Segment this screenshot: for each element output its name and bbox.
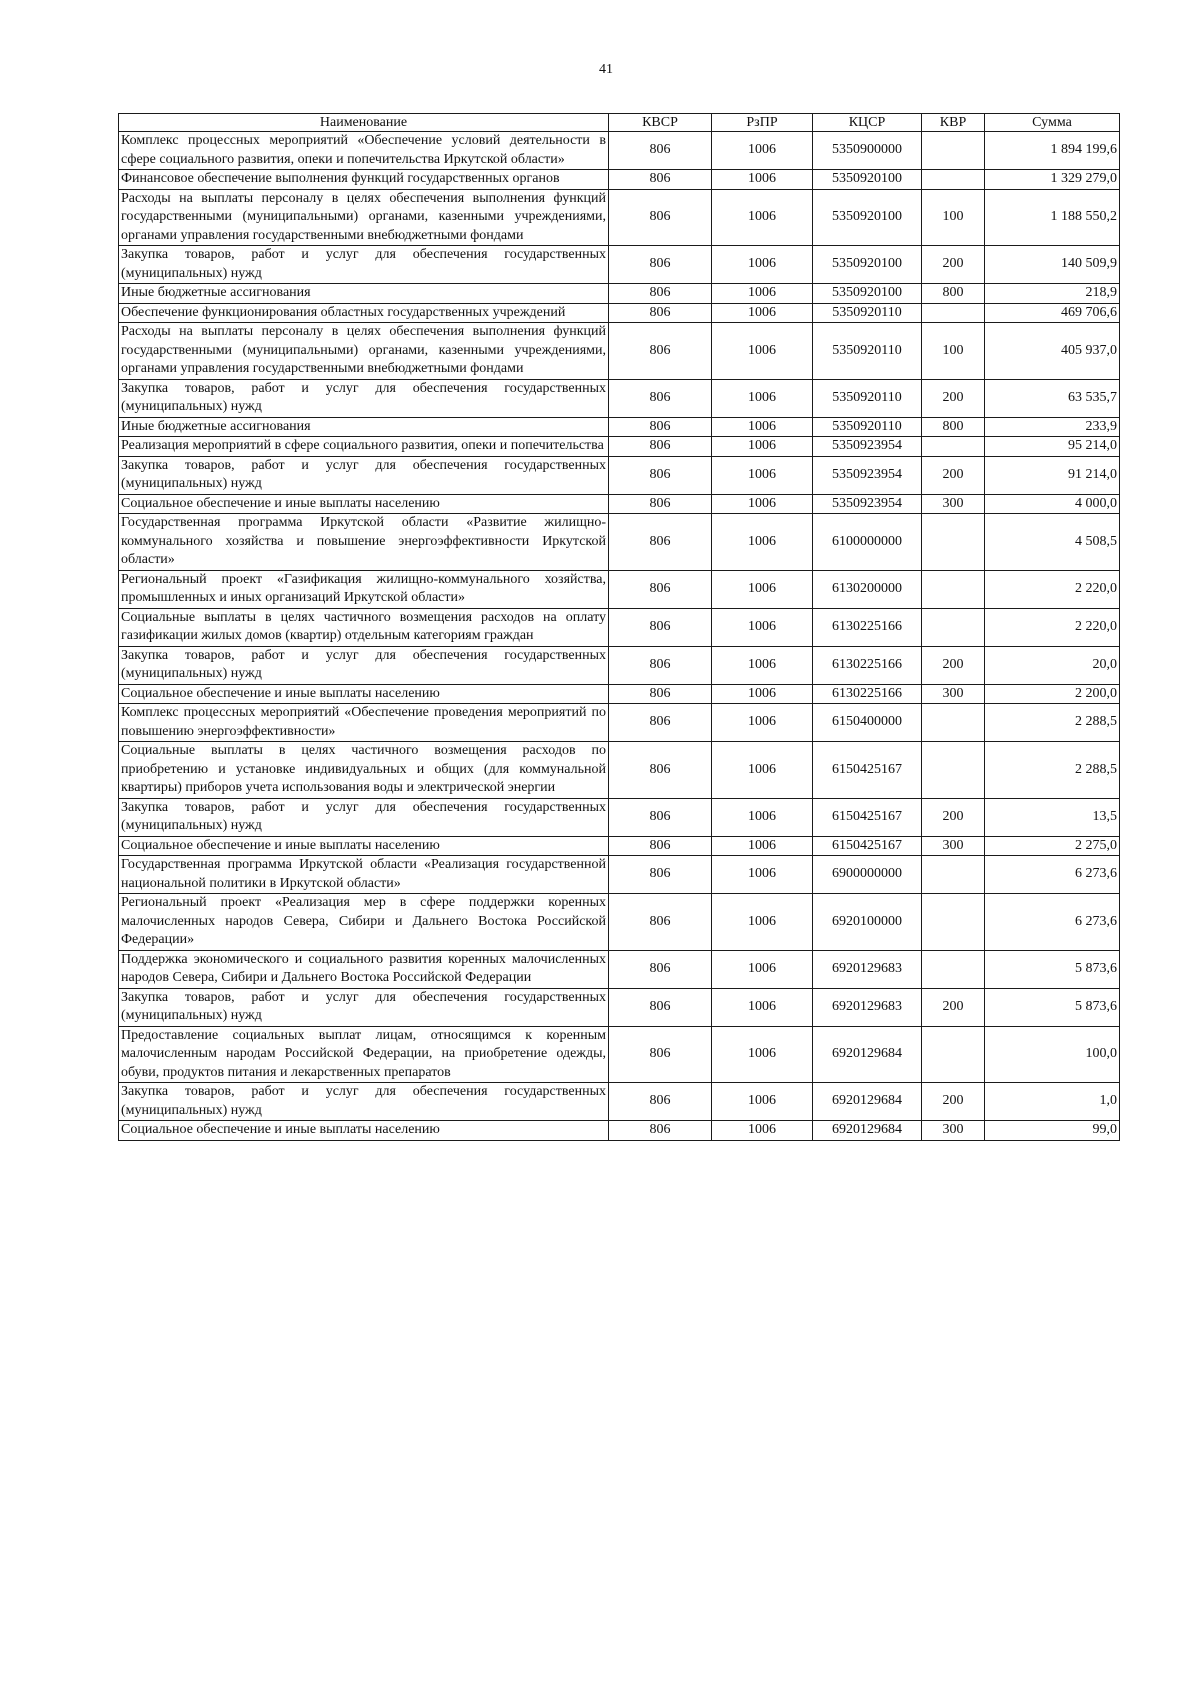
row-kvr [922,514,985,571]
table-header [119,114,1120,132]
row-name: Государственная программа Иркутской области «Развитие жилищно-коммунального хозяйства и повышение энергоэффективности Иркутской области» [119,514,609,571]
table-row [119,742,1120,799]
row-kvr [922,894,985,951]
row-kvr: 200 [922,246,985,284]
row-sum: 1 894 199,6 [985,132,1120,170]
row-kvr: 100 [922,323,985,380]
row-kvsr: 806 [609,646,712,684]
row-kvsr: 806 [609,950,712,988]
row-kvsr: 806 [609,456,712,494]
row-kvr [922,742,985,799]
row-kcsr: 5350920100 [813,189,922,246]
table-row [119,1121,1120,1141]
table-row [119,189,1120,246]
row-kvsr: 806 [609,379,712,417]
row-sum: 6 273,6 [985,894,1120,951]
row-rzpr: 1006 [712,704,813,742]
row-name: Обеспечение функционирования областных государственных учреждений [119,303,609,323]
row-kcsr: 6900000000 [813,856,922,894]
row-kvr [922,303,985,323]
row-name: Расходы на выплаты персоналу в целях обеспечения выполнения функций государственными (муниципальными) органами, казенными учреждениями, органами управления государственными внебюджетными фондами [119,323,609,380]
header-name: Наименование [119,114,609,132]
row-kvsr: 806 [609,570,712,608]
row-kvsr: 806 [609,437,712,457]
table-row [119,646,1120,684]
row-rzpr: 1006 [712,189,813,246]
row-rzpr: 1006 [712,1083,813,1121]
row-sum: 100,0 [985,1026,1120,1083]
row-name: Финансовое обеспечение выполнения функций государственных органов [119,170,609,190]
row-kcsr: 5350920100 [813,246,922,284]
row-rzpr: 1006 [712,323,813,380]
row-rzpr: 1006 [712,284,813,304]
row-kvr [922,570,985,608]
row-name: Закупка товаров, работ и услуг для обеспечения государственных (муниципальных) нужд [119,988,609,1026]
row-kvr [922,170,985,190]
row-kvr: 800 [922,417,985,437]
row-rzpr: 1006 [712,379,813,417]
row-kvsr: 806 [609,132,712,170]
row-kcsr: 5350923954 [813,494,922,514]
budget-table [118,113,1120,1141]
row-kcsr: 6150400000 [813,704,922,742]
row-kvsr: 806 [609,170,712,190]
row-kvsr: 806 [609,303,712,323]
row-kcsr: 5350920110 [813,417,922,437]
row-sum: 405 937,0 [985,323,1120,380]
row-rzpr: 1006 [712,132,813,170]
table-row [119,379,1120,417]
row-kcsr: 5350920110 [813,303,922,323]
row-kvsr: 806 [609,856,712,894]
row-sum: 13,5 [985,798,1120,836]
row-kvsr: 806 [609,988,712,1026]
row-kcsr: 6130200000 [813,570,922,608]
table-row [119,323,1120,380]
row-kvr [922,950,985,988]
row-rzpr: 1006 [712,494,813,514]
row-kvr [922,437,985,457]
row-kcsr: 6920129683 [813,988,922,1026]
table-row [119,608,1120,646]
row-kvr: 200 [922,379,985,417]
row-kcsr: 5350920100 [813,170,922,190]
table-row [119,684,1120,704]
row-sum: 1 188 550,2 [985,189,1120,246]
row-rzpr: 1006 [712,246,813,284]
header-kvsr: КВСР [609,114,712,132]
row-rzpr: 1006 [712,988,813,1026]
row-rzpr: 1006 [712,950,813,988]
row-kvsr: 806 [609,514,712,571]
row-kvsr: 806 [609,246,712,284]
row-name: Социальное обеспечение и иные выплаты населению [119,684,609,704]
row-kvr: 300 [922,836,985,856]
row-name: Социальное обеспечение и иные выплаты населению [119,494,609,514]
header-sum: Сумма [985,114,1120,132]
row-sum: 218,9 [985,284,1120,304]
row-kvr: 300 [922,684,985,704]
row-kvr: 300 [922,1121,985,1141]
row-name: Иные бюджетные ассигнования [119,417,609,437]
row-sum: 4 000,0 [985,494,1120,514]
row-rzpr: 1006 [712,514,813,571]
row-kvr: 200 [922,1083,985,1121]
row-kcsr: 6920100000 [813,894,922,951]
table-row [119,246,1120,284]
row-sum: 20,0 [985,646,1120,684]
header-rzpr: РзПР [712,114,813,132]
row-rzpr: 1006 [712,798,813,836]
row-rzpr: 1006 [712,856,813,894]
row-kcsr: 6920129683 [813,950,922,988]
row-kcsr: 6920129684 [813,1026,922,1083]
row-sum: 5 873,6 [985,988,1120,1026]
row-kvsr: 806 [609,704,712,742]
table-row [119,1083,1120,1121]
row-kvsr: 806 [609,1026,712,1083]
row-name: Комплекс процессных мероприятий «Обеспечение условий деятельности в сфере социального развития, опеки и попечительства Иркутской области» [119,132,609,170]
table-row [119,704,1120,742]
row-kvsr: 806 [609,417,712,437]
row-sum: 2 200,0 [985,684,1120,704]
row-rzpr: 1006 [712,417,813,437]
row-sum: 2 220,0 [985,570,1120,608]
row-rzpr: 1006 [712,170,813,190]
table-row [119,570,1120,608]
row-kcsr: 5350920110 [813,323,922,380]
row-sum: 2 220,0 [985,608,1120,646]
table-row [119,284,1120,304]
row-rzpr: 1006 [712,570,813,608]
table-row [119,798,1120,836]
row-name: Социальное обеспечение и иные выплаты населению [119,836,609,856]
row-kvr [922,1026,985,1083]
row-name: Закупка товаров, работ и услуг для обеспечения государственных (муниципальных) нужд [119,246,609,284]
table-row [119,170,1120,190]
row-kcsr: 6920129684 [813,1083,922,1121]
row-kvsr: 806 [609,1121,712,1141]
table-row [119,950,1120,988]
row-name: Закупка товаров, работ и услуг для обеспечения государственных (муниципальных) нужд [119,379,609,417]
row-name: Региональный проект «Газификация жилищно-коммунального хозяйства, промышленных и иных организаций Иркутской области» [119,570,609,608]
header-row [119,114,1120,132]
row-name: Социальные выплаты в целях частичного возмещения расходов на оплату газификации жилых домов (квартир) отдельным категориям граждан [119,608,609,646]
row-sum: 469 706,6 [985,303,1120,323]
row-name: Закупка товаров, работ и услуг для обеспечения государственных (муниципальных) нужд [119,646,609,684]
row-sum: 1 329 279,0 [985,170,1120,190]
row-name: Закупка товаров, работ и услуг для обеспечения государственных (муниципальных) нужд [119,1083,609,1121]
row-kvsr: 806 [609,798,712,836]
table-row [119,417,1120,437]
row-rzpr: 1006 [712,1026,813,1083]
row-rzpr: 1006 [712,608,813,646]
row-kvsr: 806 [609,323,712,380]
row-sum: 140 509,9 [985,246,1120,284]
row-name: Комплекс процессных мероприятий «Обеспечение проведения мероприятий по повышению энергоэффективности» [119,704,609,742]
row-kvsr: 806 [609,836,712,856]
row-rzpr: 1006 [712,684,813,704]
table-row [119,988,1120,1026]
row-kcsr: 6920129684 [813,1121,922,1141]
row-rzpr: 1006 [712,437,813,457]
row-kcsr: 6130225166 [813,646,922,684]
row-rzpr: 1006 [712,1121,813,1141]
row-kcsr: 6150425167 [813,742,922,799]
header-kcsr: КЦСР [813,114,922,132]
table-row [119,894,1120,951]
table-row [119,494,1120,514]
row-kvr: 100 [922,189,985,246]
table-row [119,1026,1120,1083]
row-kvr: 200 [922,988,985,1026]
row-kvsr: 806 [609,1083,712,1121]
row-name: Региональный проект «Реализация мер в сфере поддержки коренных малочисленных народов Севера, Сибири и Дальнего Востока Российской Федерации» [119,894,609,951]
row-kvsr: 806 [609,608,712,646]
table-row [119,856,1120,894]
table-row [119,514,1120,571]
row-name: Государственная программа Иркутской области «Реализация государственной национальной политики в Иркутской области» [119,856,609,894]
row-kcsr: 5350923954 [813,437,922,457]
row-kcsr: 5350900000 [813,132,922,170]
header-kvr: КВР [922,114,985,132]
row-rzpr: 1006 [712,456,813,494]
row-name: Закупка товаров, работ и услуг для обеспечения государственных (муниципальных) нужд [119,798,609,836]
row-kvr [922,704,985,742]
row-name: Социальное обеспечение и иные выплаты населению [119,1121,609,1141]
row-kvsr: 806 [609,189,712,246]
row-sum: 2 288,5 [985,704,1120,742]
row-sum: 233,9 [985,417,1120,437]
row-kvsr: 806 [609,684,712,704]
table-row [119,303,1120,323]
row-name: Поддержка экономического и социального развития коренных малочисленных народов Севера, Сибири и Дальнего Востока Российской Федерации [119,950,609,988]
row-rzpr: 1006 [712,646,813,684]
row-kcsr: 5350920100 [813,284,922,304]
row-kvsr: 806 [609,494,712,514]
row-kvr: 200 [922,646,985,684]
row-name: Социальные выплаты в целях частичного возмещения расходов по приобретению и установке индивидуальных и общих (для коммунальной квартиры) приборов учета использования воды и электрической энергии [119,742,609,799]
row-sum: 63 535,7 [985,379,1120,417]
row-sum: 2 288,5 [985,742,1120,799]
row-kcsr: 6150425167 [813,836,922,856]
row-rzpr: 1006 [712,742,813,799]
table-row [119,132,1120,170]
row-rzpr: 1006 [712,836,813,856]
row-kcsr: 6150425167 [813,798,922,836]
row-name: Предоставление социальных выплат лицам, относящимся к коренным малочисленным народам Российской Федерации, на приобретение одежды, обуви, продуктов питания и лекарственных препаратов [119,1026,609,1083]
row-sum: 5 873,6 [985,950,1120,988]
row-kvr: 300 [922,494,985,514]
row-sum: 1,0 [985,1083,1120,1121]
table-row [119,836,1120,856]
row-name: Реализация мероприятий в сфере социального развития, опеки и попечительства [119,437,609,457]
row-kvsr: 806 [609,742,712,799]
row-kvr [922,132,985,170]
row-kvr: 800 [922,284,985,304]
row-kvr: 200 [922,798,985,836]
page-number: 41 [599,62,613,77]
row-sum: 6 273,6 [985,856,1120,894]
row-kvr: 200 [922,456,985,494]
row-kvsr: 806 [609,894,712,951]
row-kcsr: 6130225166 [813,608,922,646]
row-name: Закупка товаров, работ и услуг для обеспечения государственных (муниципальных) нужд [119,456,609,494]
row-rzpr: 1006 [712,303,813,323]
row-name: Расходы на выплаты персоналу в целях обеспечения выполнения функций государственными (муниципальными) органами, казенными учреждениями, органами управления государственными внебюджетными фондами [119,189,609,246]
row-sum: 91 214,0 [985,456,1120,494]
row-kvr [922,608,985,646]
table-row [119,437,1120,457]
table-row [119,456,1120,494]
row-rzpr: 1006 [712,894,813,951]
table-body [119,132,1120,1141]
row-sum: 95 214,0 [985,437,1120,457]
row-kcsr: 6100000000 [813,514,922,571]
row-kcsr: 5350923954 [813,456,922,494]
row-sum: 4 508,5 [985,514,1120,571]
row-kvsr: 806 [609,284,712,304]
row-kcsr: 5350920110 [813,379,922,417]
row-name: Иные бюджетные ассигнования [119,284,609,304]
row-sum: 2 275,0 [985,836,1120,856]
row-sum: 99,0 [985,1121,1120,1141]
row-kcsr: 6130225166 [813,684,922,704]
row-kvr [922,856,985,894]
